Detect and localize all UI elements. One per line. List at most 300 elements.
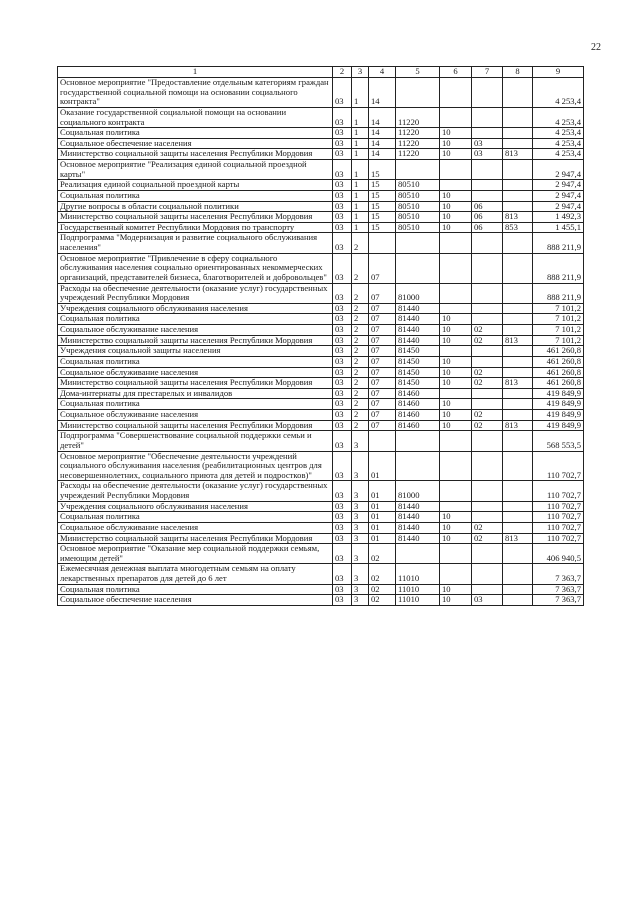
table-row [58, 431, 584, 451]
table-row [58, 388, 584, 399]
code-direction: 81460 [396, 399, 440, 410]
header-col-6: 6 [440, 67, 472, 78]
code-program: 03 [333, 399, 352, 410]
code-program: 03 [333, 522, 352, 533]
code-program: 03 [333, 128, 352, 139]
code-activity: 07 [369, 283, 396, 303]
amount: 2 947,4 [533, 160, 584, 180]
code-ministry [503, 431, 533, 451]
amount: 2 947,4 [533, 201, 584, 212]
code-subsection: 02 [472, 335, 503, 346]
header-col-3: 3 [352, 67, 369, 78]
code-direction: 80510 [396, 190, 440, 201]
item-name: Социальная политика [58, 356, 333, 367]
code-activity: 01 [369, 501, 396, 512]
code-subsection [472, 283, 503, 303]
code-section [440, 233, 472, 253]
code-direction: 11220 [396, 138, 440, 149]
code-activity: 14 [369, 138, 396, 149]
code-activity: 15 [369, 201, 396, 212]
code-subsection [472, 399, 503, 410]
code-subsection: 02 [472, 533, 503, 544]
table-row [58, 512, 584, 523]
item-name: Социальное обслуживание населения [58, 325, 333, 336]
table-row [58, 107, 584, 127]
table-row [58, 420, 584, 431]
code-section: 10 [440, 356, 472, 367]
code-direction: 81440 [396, 522, 440, 533]
code-direction [396, 451, 440, 481]
code-section: 10 [440, 314, 472, 325]
code-subsection: 03 [472, 149, 503, 160]
table-row [58, 78, 584, 108]
table-row [58, 501, 584, 512]
code-program: 03 [333, 314, 352, 325]
item-name: Государственный комитет Республики Мордовия по транспорту [58, 222, 333, 233]
code-subsection [472, 481, 503, 501]
code-subsection: 02 [472, 522, 503, 533]
code-direction [396, 431, 440, 451]
item-name: Подпрограмма "Совершенствование социальной поддержки семьи и детей" [58, 431, 333, 451]
code-subsection [472, 356, 503, 367]
item-name: Расходы на обеспечение деятельности (оказание услуг) государственных учреждений Республики Мордовия [58, 481, 333, 501]
code-section: 10 [440, 201, 472, 212]
table-row [58, 356, 584, 367]
item-name: Социальное обслуживание населения [58, 522, 333, 533]
code-direction: 81460 [396, 420, 440, 431]
code-subsection [472, 564, 503, 584]
code-section: 10 [440, 335, 472, 346]
amount: 419 849,9 [533, 410, 584, 421]
code-ministry [503, 367, 533, 378]
item-name: Реализация единой социальной проездной карты [58, 180, 333, 191]
table-row [58, 378, 584, 389]
code-section [440, 431, 472, 451]
table-row [58, 160, 584, 180]
code-section: 10 [440, 222, 472, 233]
code-activity: 15 [369, 212, 396, 223]
amount: 461 260,8 [533, 367, 584, 378]
code-ministry [503, 481, 533, 501]
code-direction: 80510 [396, 180, 440, 191]
code-ministry [503, 325, 533, 336]
item-name: Социальное обслуживание населения [58, 367, 333, 378]
amount: 110 702,7 [533, 522, 584, 533]
code-direction: 11010 [396, 564, 440, 584]
item-name: Социальное обслуживание населения [58, 410, 333, 421]
code-subsection: 02 [472, 410, 503, 421]
header-col-1: 1 [58, 67, 333, 78]
code-subprogram: 2 [352, 420, 369, 431]
code-subprogram: 3 [352, 564, 369, 584]
code-activity: 01 [369, 522, 396, 533]
code-program: 03 [333, 544, 352, 564]
code-subprogram: 3 [352, 501, 369, 512]
code-subprogram: 3 [352, 512, 369, 523]
code-ministry: 813 [503, 533, 533, 544]
table-row [58, 595, 584, 606]
code-ministry [503, 283, 533, 303]
item-name: Социальная политика [58, 190, 333, 201]
table-row [58, 233, 584, 253]
code-ministry [503, 233, 533, 253]
code-subprogram: 2 [352, 346, 369, 357]
code-ministry [503, 107, 533, 127]
table-row [58, 533, 584, 544]
amount: 406 940,5 [533, 544, 584, 564]
code-direction: 81440 [396, 314, 440, 325]
code-ministry [503, 78, 533, 108]
code-section [440, 78, 472, 108]
code-subsection: 02 [472, 325, 503, 336]
code-program: 03 [333, 149, 352, 160]
item-name: Социальная политика [58, 128, 333, 139]
code-program: 03 [333, 222, 352, 233]
code-ministry [503, 544, 533, 564]
code-activity: 07 [369, 420, 396, 431]
item-name: Министерство социальной защиты населения Республики Мордовия [58, 212, 333, 223]
code-subprogram: 1 [352, 222, 369, 233]
item-name: Учреждения социального обслуживания населения [58, 303, 333, 314]
code-direction: 81440 [396, 512, 440, 523]
amount: 888 211,9 [533, 253, 584, 283]
code-activity: 07 [369, 388, 396, 399]
code-direction: 11220 [396, 128, 440, 139]
code-subprogram: 2 [352, 253, 369, 283]
item-name: Другие вопросы в области социальной политики [58, 201, 333, 212]
table-row [58, 314, 584, 325]
table-row [58, 410, 584, 421]
code-direction [396, 78, 440, 108]
amount: 4 253,4 [533, 138, 584, 149]
code-subprogram: 1 [352, 160, 369, 180]
code-section [440, 180, 472, 191]
code-direction [396, 233, 440, 253]
table-row [58, 283, 584, 303]
code-section: 10 [440, 533, 472, 544]
page-number: 22 [591, 42, 601, 53]
code-subsection [472, 431, 503, 451]
code-subprogram: 2 [352, 378, 369, 389]
code-program: 03 [333, 212, 352, 223]
code-section: 10 [440, 190, 472, 201]
item-name: Министерство социальной защиты населения Республики Мордовия [58, 149, 333, 160]
amount: 7 363,7 [533, 564, 584, 584]
code-subsection [472, 160, 503, 180]
code-activity: 07 [369, 335, 396, 346]
table-row [58, 201, 584, 212]
code-direction: 11010 [396, 595, 440, 606]
code-program: 03 [333, 253, 352, 283]
amount: 419 849,9 [533, 399, 584, 410]
code-program: 03 [333, 420, 352, 431]
amount: 110 702,7 [533, 533, 584, 544]
code-direction [396, 160, 440, 180]
code-activity: 01 [369, 481, 396, 501]
code-subsection [472, 78, 503, 108]
table-row [58, 253, 584, 283]
code-activity: 15 [369, 222, 396, 233]
code-subprogram: 2 [352, 283, 369, 303]
amount: 461 260,8 [533, 378, 584, 389]
code-section: 10 [440, 595, 472, 606]
code-direction: 81440 [396, 303, 440, 314]
code-section: 10 [440, 128, 472, 139]
item-name: Социальное обеспечение населения [58, 138, 333, 149]
code-activity: 15 [369, 180, 396, 191]
code-section [440, 160, 472, 180]
code-section [440, 303, 472, 314]
code-direction [396, 544, 440, 564]
code-program: 03 [333, 584, 352, 595]
item-name: Учреждения социальной защиты населения [58, 346, 333, 357]
code-program: 03 [333, 335, 352, 346]
amount: 4 253,4 [533, 128, 584, 139]
code-subprogram: 2 [352, 233, 369, 253]
code-subprogram: 2 [352, 356, 369, 367]
item-name: Учреждения социального обслуживания населения [58, 501, 333, 512]
code-program: 03 [333, 233, 352, 253]
code-section: 10 [440, 138, 472, 149]
code-section [440, 346, 472, 357]
code-subsection [472, 303, 503, 314]
table-row [58, 335, 584, 346]
code-direction: 80510 [396, 212, 440, 223]
code-direction: 81000 [396, 283, 440, 303]
code-direction: 81450 [396, 356, 440, 367]
code-ministry [503, 190, 533, 201]
amount: 888 211,9 [533, 283, 584, 303]
code-activity: 14 [369, 107, 396, 127]
code-direction: 11220 [396, 107, 440, 127]
amount: 568 553,5 [533, 431, 584, 451]
code-subsection: 02 [472, 367, 503, 378]
code-activity: 01 [369, 451, 396, 481]
code-section: 10 [440, 584, 472, 595]
code-direction: 81440 [396, 533, 440, 544]
code-direction: 81440 [396, 335, 440, 346]
code-subprogram: 3 [352, 595, 369, 606]
code-section: 10 [440, 149, 472, 160]
header-col-4: 4 [369, 67, 396, 78]
code-ministry: 853 [503, 222, 533, 233]
code-program: 03 [333, 388, 352, 399]
code-section: 10 [440, 522, 472, 533]
code-program: 03 [333, 283, 352, 303]
table-row [58, 149, 584, 160]
code-subprogram: 2 [352, 314, 369, 325]
code-ministry: 813 [503, 420, 533, 431]
code-subsection [472, 346, 503, 357]
code-ministry [503, 388, 533, 399]
code-section [440, 107, 472, 127]
code-direction [396, 253, 440, 283]
code-subsection: 02 [472, 378, 503, 389]
budget-table [57, 66, 584, 606]
header-col-5: 5 [396, 67, 440, 78]
code-activity: 01 [369, 512, 396, 523]
amount: 1 492,3 [533, 212, 584, 223]
code-activity: 07 [369, 378, 396, 389]
table-row [58, 522, 584, 533]
code-subprogram: 2 [352, 303, 369, 314]
amount: 4 253,4 [533, 149, 584, 160]
code-direction: 11010 [396, 584, 440, 595]
amount: 4 253,4 [533, 107, 584, 127]
code-direction: 81460 [396, 410, 440, 421]
code-section: 10 [440, 410, 472, 421]
code-ministry [503, 201, 533, 212]
code-ministry [503, 512, 533, 523]
code-subprogram: 2 [352, 410, 369, 421]
code-subprogram: 3 [352, 533, 369, 544]
code-subprogram: 1 [352, 180, 369, 191]
code-activity: 07 [369, 356, 396, 367]
code-ministry [503, 564, 533, 584]
amount: 4 253,4 [533, 78, 584, 108]
item-name: Социальная политика [58, 314, 333, 325]
code-subprogram: 1 [352, 138, 369, 149]
code-ministry [503, 128, 533, 139]
code-section [440, 451, 472, 481]
code-section: 10 [440, 212, 472, 223]
code-activity: 02 [369, 595, 396, 606]
amount: 2 947,4 [533, 180, 584, 191]
code-section: 10 [440, 399, 472, 410]
code-subprogram: 2 [352, 367, 369, 378]
code-section [440, 388, 472, 399]
table-row [58, 222, 584, 233]
code-program: 03 [333, 451, 352, 481]
table-row [58, 325, 584, 336]
table-row [58, 212, 584, 223]
code-ministry [503, 584, 533, 595]
header-row [58, 67, 584, 78]
code-ministry [503, 160, 533, 180]
code-subsection: 06 [472, 201, 503, 212]
table-row [58, 190, 584, 201]
code-ministry: 813 [503, 378, 533, 389]
code-subprogram: 1 [352, 78, 369, 108]
code-section [440, 481, 472, 501]
code-ministry: 813 [503, 149, 533, 160]
code-section [440, 544, 472, 564]
code-subsection [472, 190, 503, 201]
amount: 110 702,7 [533, 481, 584, 501]
code-direction: 81000 [396, 481, 440, 501]
code-subsection [472, 388, 503, 399]
code-section: 10 [440, 420, 472, 431]
code-section [440, 253, 472, 283]
code-subsection [472, 314, 503, 325]
code-program: 03 [333, 78, 352, 108]
code-activity [369, 431, 396, 451]
code-program: 03 [333, 201, 352, 212]
code-subprogram: 1 [352, 212, 369, 223]
amount: 7 101,2 [533, 325, 584, 336]
code-direction: 81450 [396, 346, 440, 357]
amount: 419 849,9 [533, 388, 584, 399]
table-row [58, 367, 584, 378]
amount: 7 363,7 [533, 595, 584, 606]
code-direction: 81450 [396, 378, 440, 389]
code-direction: 11220 [396, 149, 440, 160]
table-row [58, 399, 584, 410]
header-col-8: 8 [503, 67, 533, 78]
amount: 461 260,8 [533, 346, 584, 357]
code-ministry: 813 [503, 212, 533, 223]
code-section: 10 [440, 367, 472, 378]
code-ministry [503, 451, 533, 481]
code-subsection [472, 512, 503, 523]
item-name: Основное мероприятие "Оказание мер социальной поддержки семьям, имеющим детей" [58, 544, 333, 564]
code-direction: 80510 [396, 201, 440, 212]
code-activity: 02 [369, 564, 396, 584]
code-ministry [503, 356, 533, 367]
code-activity: 07 [369, 399, 396, 410]
item-name: Социальное обеспечение населения [58, 595, 333, 606]
code-ministry [503, 138, 533, 149]
code-program: 03 [333, 378, 352, 389]
item-name: Социальная политика [58, 584, 333, 595]
table-row [58, 346, 584, 357]
code-subsection: 03 [472, 595, 503, 606]
code-subprogram: 1 [352, 128, 369, 139]
amount: 110 702,7 [533, 451, 584, 481]
code-program: 03 [333, 481, 352, 501]
code-subprogram: 3 [352, 481, 369, 501]
code-section [440, 283, 472, 303]
table-body [58, 78, 584, 606]
code-subprogram: 2 [352, 388, 369, 399]
item-name: Оказание государственной социальной помощи на основании социального контракта [58, 107, 333, 127]
amount: 461 260,8 [533, 356, 584, 367]
item-name: Министерство социальной защиты населения Республики Мордовия [58, 420, 333, 431]
code-activity: 01 [369, 533, 396, 544]
item-name: Подпрограмма "Модернизация и развитие социального обслуживания населения" [58, 233, 333, 253]
amount: 2 947,4 [533, 190, 584, 201]
code-program: 03 [333, 533, 352, 544]
item-name: Министерство социальной защиты населения Республики Мордовия [58, 378, 333, 389]
item-name: Министерство социальной защиты населения Республики Мордовия [58, 533, 333, 544]
amount: 110 702,7 [533, 512, 584, 523]
code-program: 03 [333, 410, 352, 421]
item-name: Ежемесячная денежная выплата многодетным семьям на оплату лекарственных препаратов для детей до 6 лет [58, 564, 333, 584]
header-col-9: 9 [533, 67, 584, 78]
code-subprogram: 1 [352, 201, 369, 212]
code-program: 03 [333, 501, 352, 512]
code-subprogram: 2 [352, 335, 369, 346]
code-ministry [503, 501, 533, 512]
code-subsection [472, 584, 503, 595]
code-subprogram: 3 [352, 584, 369, 595]
item-name: Основное мероприятие "Реализация единой социальной проездной карты" [58, 160, 333, 180]
code-subsection [472, 233, 503, 253]
table-row [58, 584, 584, 595]
item-name: Дома-интернаты для престарелых и инвалидов [58, 388, 333, 399]
code-ministry [503, 410, 533, 421]
code-program: 03 [333, 346, 352, 357]
code-direction: 81440 [396, 501, 440, 512]
code-activity: 07 [369, 367, 396, 378]
code-subsection [472, 451, 503, 481]
code-activity: 07 [369, 346, 396, 357]
code-program: 03 [333, 190, 352, 201]
code-program: 03 [333, 595, 352, 606]
code-subsection [472, 107, 503, 127]
code-program: 03 [333, 367, 352, 378]
item-name: Социальная политика [58, 399, 333, 410]
